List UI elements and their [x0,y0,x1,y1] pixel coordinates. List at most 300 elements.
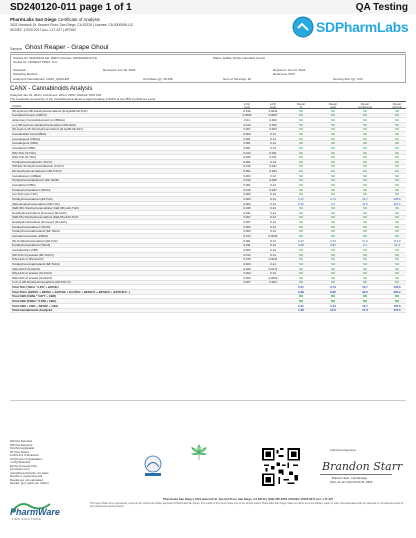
loq-cell: 0.003 [243,173,251,178]
result-pct-cell: 0.89 [298,289,304,294]
loq-cell: 0.01 [244,118,250,123]
header-r1-label: Result [297,102,305,107]
meta-sampling-method: Sampling Method: - [13,72,40,76]
lod-cell: 0.14 [270,210,276,215]
result-unit-cell: 325.2 [393,289,401,294]
result-serving-cell: ND [362,178,368,183]
result-serving-cell: ND [362,299,368,304]
result-pct-cell: ND [298,150,304,155]
result-mgg-cell: 0.87 [330,243,336,248]
result-pct-cell: ND [298,122,304,127]
result-serving-cell: ND [362,145,368,150]
result-mgg-cell: ND [330,215,336,220]
result-unit-cell: ND [394,141,400,146]
result-mgg-cell: ND [330,229,336,234]
result-mgg-cell: ND [330,220,336,225]
result-pct-cell: ND [298,192,304,197]
result-mgg-cell: ND [330,122,336,127]
result-unit-cell: 135.6 [393,196,401,201]
analyte-cell: Cannabinol Acetate (CBNO) [12,234,49,239]
result-unit-cell: ND [394,294,400,299]
lod-cell: 0.004 [269,169,277,174]
result-serving-cell: 3.1 [362,243,368,248]
result-pct-cell: ND [298,220,304,225]
meta-reference-sop: Reference SOP: [273,72,296,76]
lod-cell: 0.14 [270,173,276,178]
result-pct-cell: ND [298,252,304,257]
lod-cell: 0.14 [270,141,276,146]
result-unit-cell: ND [394,261,400,266]
loq-cell: 0.003 [243,196,251,201]
lod-cell: 0.14 [270,243,276,248]
analyte-cell: 9(R)-HHC-O acetate (9-HHCO) [12,275,53,280]
lod-cell: 0.14 [270,131,276,136]
result-unit-cell: ND [394,173,400,178]
analyte-cell: Cannabichromene (CBCO) [12,113,47,118]
result-serving-cell: ND [362,294,368,299]
header-r2-unit: mg/g [329,105,337,110]
result-unit-cell: ND [394,271,400,276]
analyte-cell: Total THC (THCa * 0.877 + Δ9THC) [12,285,59,290]
pharmware-text: PharmWare [10,507,60,517]
result-pct-cell: 0.37 [298,285,304,290]
analyte-cell: Total THCs (Δ9THC + Δ8THC + Δ10THC + ExoTHC + Δ9THCV + Δ8THCV + Δ10THCV...) [12,289,130,294]
result-serving-cell: ND [362,266,368,271]
result-serving-cell: 13.7 [362,196,368,201]
result-serving-cell: 32.5 [362,289,368,294]
lab-subtitle: Certificate of Analysis [57,17,100,22]
cannabinoid-table [10,101,406,313]
analyte-cell: (R)-Hydroxy-B-Tetrahydrocannabinol (R-HydB-A8-THC) [12,127,84,132]
result-mgg-cell: ND [330,280,336,285]
result-serving-cell: ND [362,136,368,141]
table-header [10,101,406,109]
loq-cell: 0.003 [243,247,251,252]
result-unit-cell: ND [394,169,400,174]
result-mgg-cell: ND [330,271,336,276]
result-serving-cell: ND [362,183,368,187]
meta-sampled: Sampled: - [13,68,28,72]
loq-cell: 0.003 [243,224,251,229]
signature-image: Brandon Starr [322,460,403,473]
result-serving-cell: ND [362,192,368,197]
result-pct-cell: ND [298,266,304,271]
lab-name: PharmLabs San Diego [10,17,57,22]
result-mgg-cell: ND [330,224,336,229]
result-unit-cell: ND [394,266,400,271]
sample-label: Sample [10,47,23,51]
result-unit-cell: ND [394,206,400,211]
result-unit-cell: ND [394,234,400,239]
result-unit-cell: ND [394,136,400,141]
meta-num-servings: Num of Servings: 10 [223,77,252,81]
lod-cell: 0.003 [269,118,277,123]
loq-cell: 0.003 [243,261,251,266]
result-serving-cell: ND [362,108,368,113]
analyte-cell: Hexahydrocannabinol (9 isomer) (9s-HHC) [12,210,67,215]
analyte-cell: 9(S)-HHC-O (9S-HHCO) [12,257,44,262]
result-serving-cell: ND [362,220,368,225]
lab-address: 3421 Hancock St, Second Floor, San Diego, CA 92110 | License: C8-0000098-LIC [10,23,134,27]
result-mgg-cell: ND [330,155,336,160]
lod-cell: 0.009 [269,178,277,183]
analyte-cell: Tetrahydrocannabinol (THCR) [12,224,51,229]
analyte-cell: Cannabinol (CBN) [12,183,36,187]
header-r1-unit: % [299,105,303,110]
analyte-cell: (6R-9S)-Tetrahydrocannabivarin (THCV) [12,164,64,169]
result-unit-cell: ND [394,183,400,187]
result-pct-cell: ND [298,164,304,169]
header-r4-label: Result [393,102,401,107]
note-line: LOD=Limit of Detection [10,453,39,457]
abbreviation-notes [10,440,90,486]
lab-name-line [10,17,100,22]
lod-cell: 0.14 [270,206,276,211]
note-line: ELOQ: Exceeds LOQ [10,463,37,468]
lod-cell: 0.14 [270,183,276,187]
lod-cell: 0.003 [269,127,277,132]
loq-cell: 0.007 [243,127,251,132]
lod-cell: 0.0171 [268,266,278,271]
qr-code-icon[interactable] [262,448,300,486]
result-serving-cell: 13.7 [362,285,368,290]
result-unit-cell: ND [394,215,400,220]
result-unit-cell: ND [394,159,400,164]
analyte-cell: Δ8-Tetrahydrocannabivarin (Δ8-THCV) [12,169,62,174]
analyte-cell: 9(S)-HHC-O acetate (9-HHCO) [12,271,52,276]
loq-cell: 0.011 [243,243,251,248]
analyte-cell: Tetrahydrocannabinolacid (Δ8-THCA) [12,261,61,266]
loq-cell: 0.015 [243,206,251,211]
result-mgg-cell: ND [330,234,336,239]
lod-cell: 0.14 [270,192,276,197]
result-unit-cell: ND [394,247,400,252]
result-unit-cell: 31.4 [394,243,400,248]
result-serving-cell: ND [362,122,368,127]
result-unit-cell: ND [394,220,400,225]
loq-cell: 0.015 [243,164,251,169]
result-serving-cell: ND [362,164,368,169]
result-unit-cell: ND [394,127,400,132]
result-pct-cell: ND [298,247,304,252]
loq-cell: 0.026 [243,266,251,271]
result-unit-cell: ND [394,275,400,280]
result-serving-cell: ND [362,187,368,192]
document-id: SD240120-011 page 1 of 1 [10,2,132,13]
result-pct-cell: ND [298,173,304,178]
result-serving-cell: ND [362,127,368,132]
lod-cell: 0.0007 [268,113,278,118]
lod-cell: 0.0023 [268,275,278,280]
pharmware-logo [10,498,70,522]
loq-cell: 0.001 [243,238,251,243]
loq-cell: 0.007 [243,220,251,225]
result-serving-cell: ND [362,173,368,178]
lod-cell: 0.0041 [268,108,278,113]
result-mgg-cell: ND [330,206,336,211]
result-serving-cell: ND [362,113,368,118]
analyte-cell: (6aR,9R)-Tetrahydrocannabinol (6aR,9R)-Δ10-THC) [12,206,79,211]
loq-cell: 0.013 [243,150,251,155]
loq-cell: 0.007 [243,280,251,285]
analyte-cell: 9(S)-THC (S-THC) [12,150,36,155]
analyte-cell: Cannabigerol (CBGA) [12,136,41,141]
lod-cell: 0.047 [269,164,277,169]
result-unit-cell: ND [394,131,400,136]
result-mgg-cell: 13.0 [330,308,336,313]
loq-cell: 0.001 [243,145,251,150]
loq-cell: 0.001 [243,183,251,187]
result-mgg-cell: ND [330,257,336,262]
result-pct-cell: 0.37 [298,303,304,308]
loq-cell: 0.003 [243,271,251,276]
lod-cell: 0.14 [270,247,276,252]
meta-sample-id: Sample ID: SD240120-011 (Batch Number: PEN0240011711) [13,56,98,60]
lod-cell: 0.006 [269,122,277,127]
note-line: AL=Action Limit [10,467,30,471]
analyte-cell: (R)-Tetrahydrocannabinol (Δ8-THC) [12,238,58,243]
lod-cell: 0.14 [270,238,276,243]
result-serving-cell: ND [362,275,368,280]
analyte-cell: (9R)-Hexahydrocannabinol (9R-THC) [12,201,60,206]
analyte-cell: (6aR,9S)-Tetrahydrocannabinol (6aR,9S)-Δ10-THC) [12,215,79,220]
loq-cell: 0.0003 [242,113,252,118]
result-pct-cell: ND [298,178,304,183]
analyte-cell: Cannabielsoin (CBEH) [12,173,42,178]
result-mgg-cell: ND [330,159,336,164]
result-serving-cell: 17.2 [362,238,368,243]
result-pct-cell: 0.37 [298,196,304,201]
header-r2-label: Result [329,102,337,107]
meta-analyzed: Analyzed Cannabinoid: CANX_QMULEH [13,77,70,81]
analyte-cell: (R)-Hydroxy-HB-Tetrahydrocannabinol (R-HydHB-A8-THC) [12,108,88,113]
result-mgg-cell: ND [330,252,336,257]
result-serving-cell: ND [362,261,368,266]
result-serving-cell: ND [362,118,368,123]
logo-circle-icon [292,16,314,38]
lod-cell: 0.14 [270,201,276,206]
result-mgg-cell: ND [330,127,336,132]
result-pct-cell: ND [298,280,304,285]
analyte-cell: 6 oh y/l Δ8-Tetrahydrocannabinol (Δ8-THC-O) [12,280,71,285]
result-serving-cell: ND [362,169,368,174]
analyte-cell: Cannabicitran (CBT) [12,247,39,252]
result-mgg-cell: ND [330,210,336,215]
result-unit-cell: ND [394,108,400,113]
footer-line: PharmLabs San Diego | 3421 Hancock St, Second Floor, San Diego, CA 92110 | (619) 356-0353 | ISO/IEC 17025:2017 Acc. L17-427 [162,497,334,501]
lod-cell: 0.14 [270,220,276,225]
loq-cell: 0.003 [243,131,251,136]
result-mgg-cell: 3.73 [330,303,336,308]
analyte-cell: Cannabinol (CBD) [12,145,36,150]
loq-cell: 0.011 [243,210,251,215]
note-line: <LOQ=Detected [10,460,31,464]
analyte-cell: Total CBN + CBD + Δ9THC + CBG [12,303,58,308]
lod-cell: 0.14 [270,229,276,234]
result-pct-cell: 0.32 [298,201,304,206]
lod-cell: 0.14 [270,145,276,150]
analyte-cell: Total CBG (CBGa * 0.878 + CBG) [12,299,57,304]
result-mgg-cell: ND [330,261,336,266]
result-unit-cell: ND [394,257,400,262]
result-serving-cell: ND [362,150,368,155]
signer-name: Brandon Starr, Lab Manager [332,476,368,480]
result-serving-cell: ND [362,159,368,164]
result-mgg-cell: ND [330,173,336,178]
result-unit-cell: ND [394,178,400,183]
note-line: ND=Not Detected [10,439,32,443]
result-unit-cell: 473.5 [393,308,401,313]
footer-disclaimer: This report shall not be reproduced, except in full, without the written approval of PharmLabs San Diego. The results of this report relate only to the sample tested. PharmLabs San Diego makes no claims as to the efficacy, safety or other risks associated with any detected or non-detected levels of any compounds reported herein. [90,502,404,508]
result-unit-cell: 135.6 [393,285,401,290]
result-serving-cell: ND [362,234,368,239]
header-r3-label: Result [361,102,369,107]
result-pct-cell: ND [298,257,304,262]
result-pct-cell: 1.30 [298,308,304,313]
loq-cell: 0.001 [243,159,251,164]
result-mgg-cell: 3.73 [330,285,336,290]
result-pct-cell: 0.47 [298,238,304,243]
lod-cell: 0.14 [270,159,276,164]
result-pct-cell: ND [298,141,304,146]
analyte-cell: 9(R)-HHCP (9-HHCP) [12,266,41,271]
loq-cell: 0.013 [243,178,251,183]
result-mgg-cell: ND [330,113,336,118]
meta-reported: Reported: Jan 24, 2024 [273,68,306,72]
lod-cell: 0.0014 [268,257,278,262]
result-unit-cell: ND [394,192,400,197]
result-unit-cell: ND [394,113,400,118]
loq-cell: 0.014 [243,234,251,239]
note-line: NR=Not Reported [10,442,33,447]
analyte-cell: Tetrahydrocannabinol (THCH) [12,187,51,192]
result-serving-cell: ND [362,252,368,257]
signature-date: Wed, 24 Jan 2024 09:04:26 -0800 [330,480,373,484]
header-r4-unit: mg/Unit [392,105,402,110]
result-unit-cell: ND [394,299,400,304]
result-pct-cell: ND [298,169,304,174]
result-unit-cell: ND [394,224,400,229]
result-mgg-cell: 3.2 [330,201,336,206]
header-lod-label: LOD [270,102,276,107]
lod-cell: 0.047 [269,187,277,192]
meta-received: Received: Jan 18, 2024 [103,68,136,72]
lod-cell: 0.14 [270,196,276,201]
header-loq-unit: mg/g [243,105,251,110]
analyte-cell: 9(R)-THC (R-THC) [12,155,37,160]
result-mgg-cell: 4.73 [330,238,336,243]
result-serving-cell: ND [362,257,368,262]
note-line: Results per unit calculated [10,477,43,482]
loq-cell: 0.007 [243,215,251,220]
result-serving-cell: ND [362,131,368,136]
note-line: Results: ppm (parts per million) [10,481,49,485]
result-mgg-cell: ND [330,118,336,123]
loq-cell: 0.003 [243,275,251,280]
result-mgg-cell: ND [330,187,336,192]
result-unit-cell: ND [394,155,400,160]
result-serving-cell: ND [362,210,368,215]
result-unit-cell: ND [394,280,400,285]
lod-cell: 0.14 [270,261,276,266]
result-pct-cell: ND [298,229,304,234]
pharmware-subtext: LIMS SOLUTIONS [12,517,42,521]
loq-cell: 0.015 [243,257,251,262]
section-title: CANX - Cannabinoids Analysis [10,86,93,92]
result-pct-cell: 0.08 [298,243,304,248]
loq-cell: 0.013 [243,252,251,257]
result-serving-cell: ND [362,141,368,146]
loq-cell: 0.003 [243,201,251,206]
result-pct-cell: ND [298,113,304,118]
lod-cell: 0.071 [269,155,277,160]
analyte-cell: Tetrahydrocannabiphorol (Δ9-THCB) [12,178,59,183]
loq-cell: 0.001 [243,136,251,141]
header-lod-unit: mg/g [269,105,277,110]
analyte-cell: Hexahydrocannabinol (R isomer) (9r-HHC) [12,220,67,225]
result-pct-cell: ND [298,131,304,136]
result-unit-cell: ND [394,252,400,257]
analyte-cell: Total Cannabinoids Analyzed [12,308,52,313]
sdpharmlabs-logo [292,16,409,38]
result-serving-cell: 11.6 [362,201,368,206]
result-mgg-cell: ND [330,178,336,183]
signature-label: Authorized Signature [330,448,357,452]
loq-cell: 0.003 [243,192,251,197]
result-pct-cell: ND [298,136,304,141]
table-body [10,109,406,313]
analyte-cell: Total CBD (CBDa * 0.877 + CBD) [12,294,56,299]
result-pct-cell: ND [298,118,304,123]
note-line: Cannabinoid Results: dry basis [10,470,49,475]
meta-tested-for: Tested for: HONEST PPEZ, LLC [13,60,58,64]
result-pct-cell: ND [298,159,304,164]
loq-cell: 0.001 [243,169,251,174]
result-unit-cell: ND [394,145,400,150]
result-mgg-cell: ND [330,141,336,146]
result-serving-cell: ND [362,247,368,252]
loq-cell: 0.013 [243,122,251,127]
cannabis-leaf-icon [190,444,208,462]
section-note: The expanded uncertainty of the Cannabinoid analysis is approximately 2.924% at the 95% Confidence Level [10,96,156,101]
result-mgg-cell: ND [330,266,336,271]
sample-meta-box [10,54,406,83]
analyte-cell: (6R-THC-O) acetate (6R-THCO) [12,252,54,257]
result-unit-cell: ND [394,229,400,234]
header-r3-unit: mg/Serving [357,105,373,110]
result-serving-cell: 13.7 [362,303,368,308]
result-mgg-cell: ND [330,145,336,150]
result-mgg-cell: 3.73 [330,196,336,201]
result-mgg-cell: ND [330,164,336,169]
result-pct-cell: ND [298,108,304,113]
result-pct-cell: ND [298,127,304,132]
result-unit-cell: ND [394,118,400,123]
qa-label: QA Testing [355,2,408,13]
analyte-cell: Tetrahydrocannabinol (THCA) [12,243,51,248]
lod-cell: 0.14 [270,224,276,229]
result-mgg-cell: ND [330,108,336,113]
result-mgg-cell: ND [330,247,336,252]
divider [10,52,406,53]
result-pct-cell: ND [298,210,304,215]
result-mgg-cell: ND [330,299,336,304]
logo-text: SDPharmLabs [316,19,409,35]
result-pct-cell: ND [298,183,304,187]
result-pct-cell: ND [298,261,304,266]
result-unit-cell: ND [394,164,400,169]
result-pct-cell: ND [298,187,304,192]
